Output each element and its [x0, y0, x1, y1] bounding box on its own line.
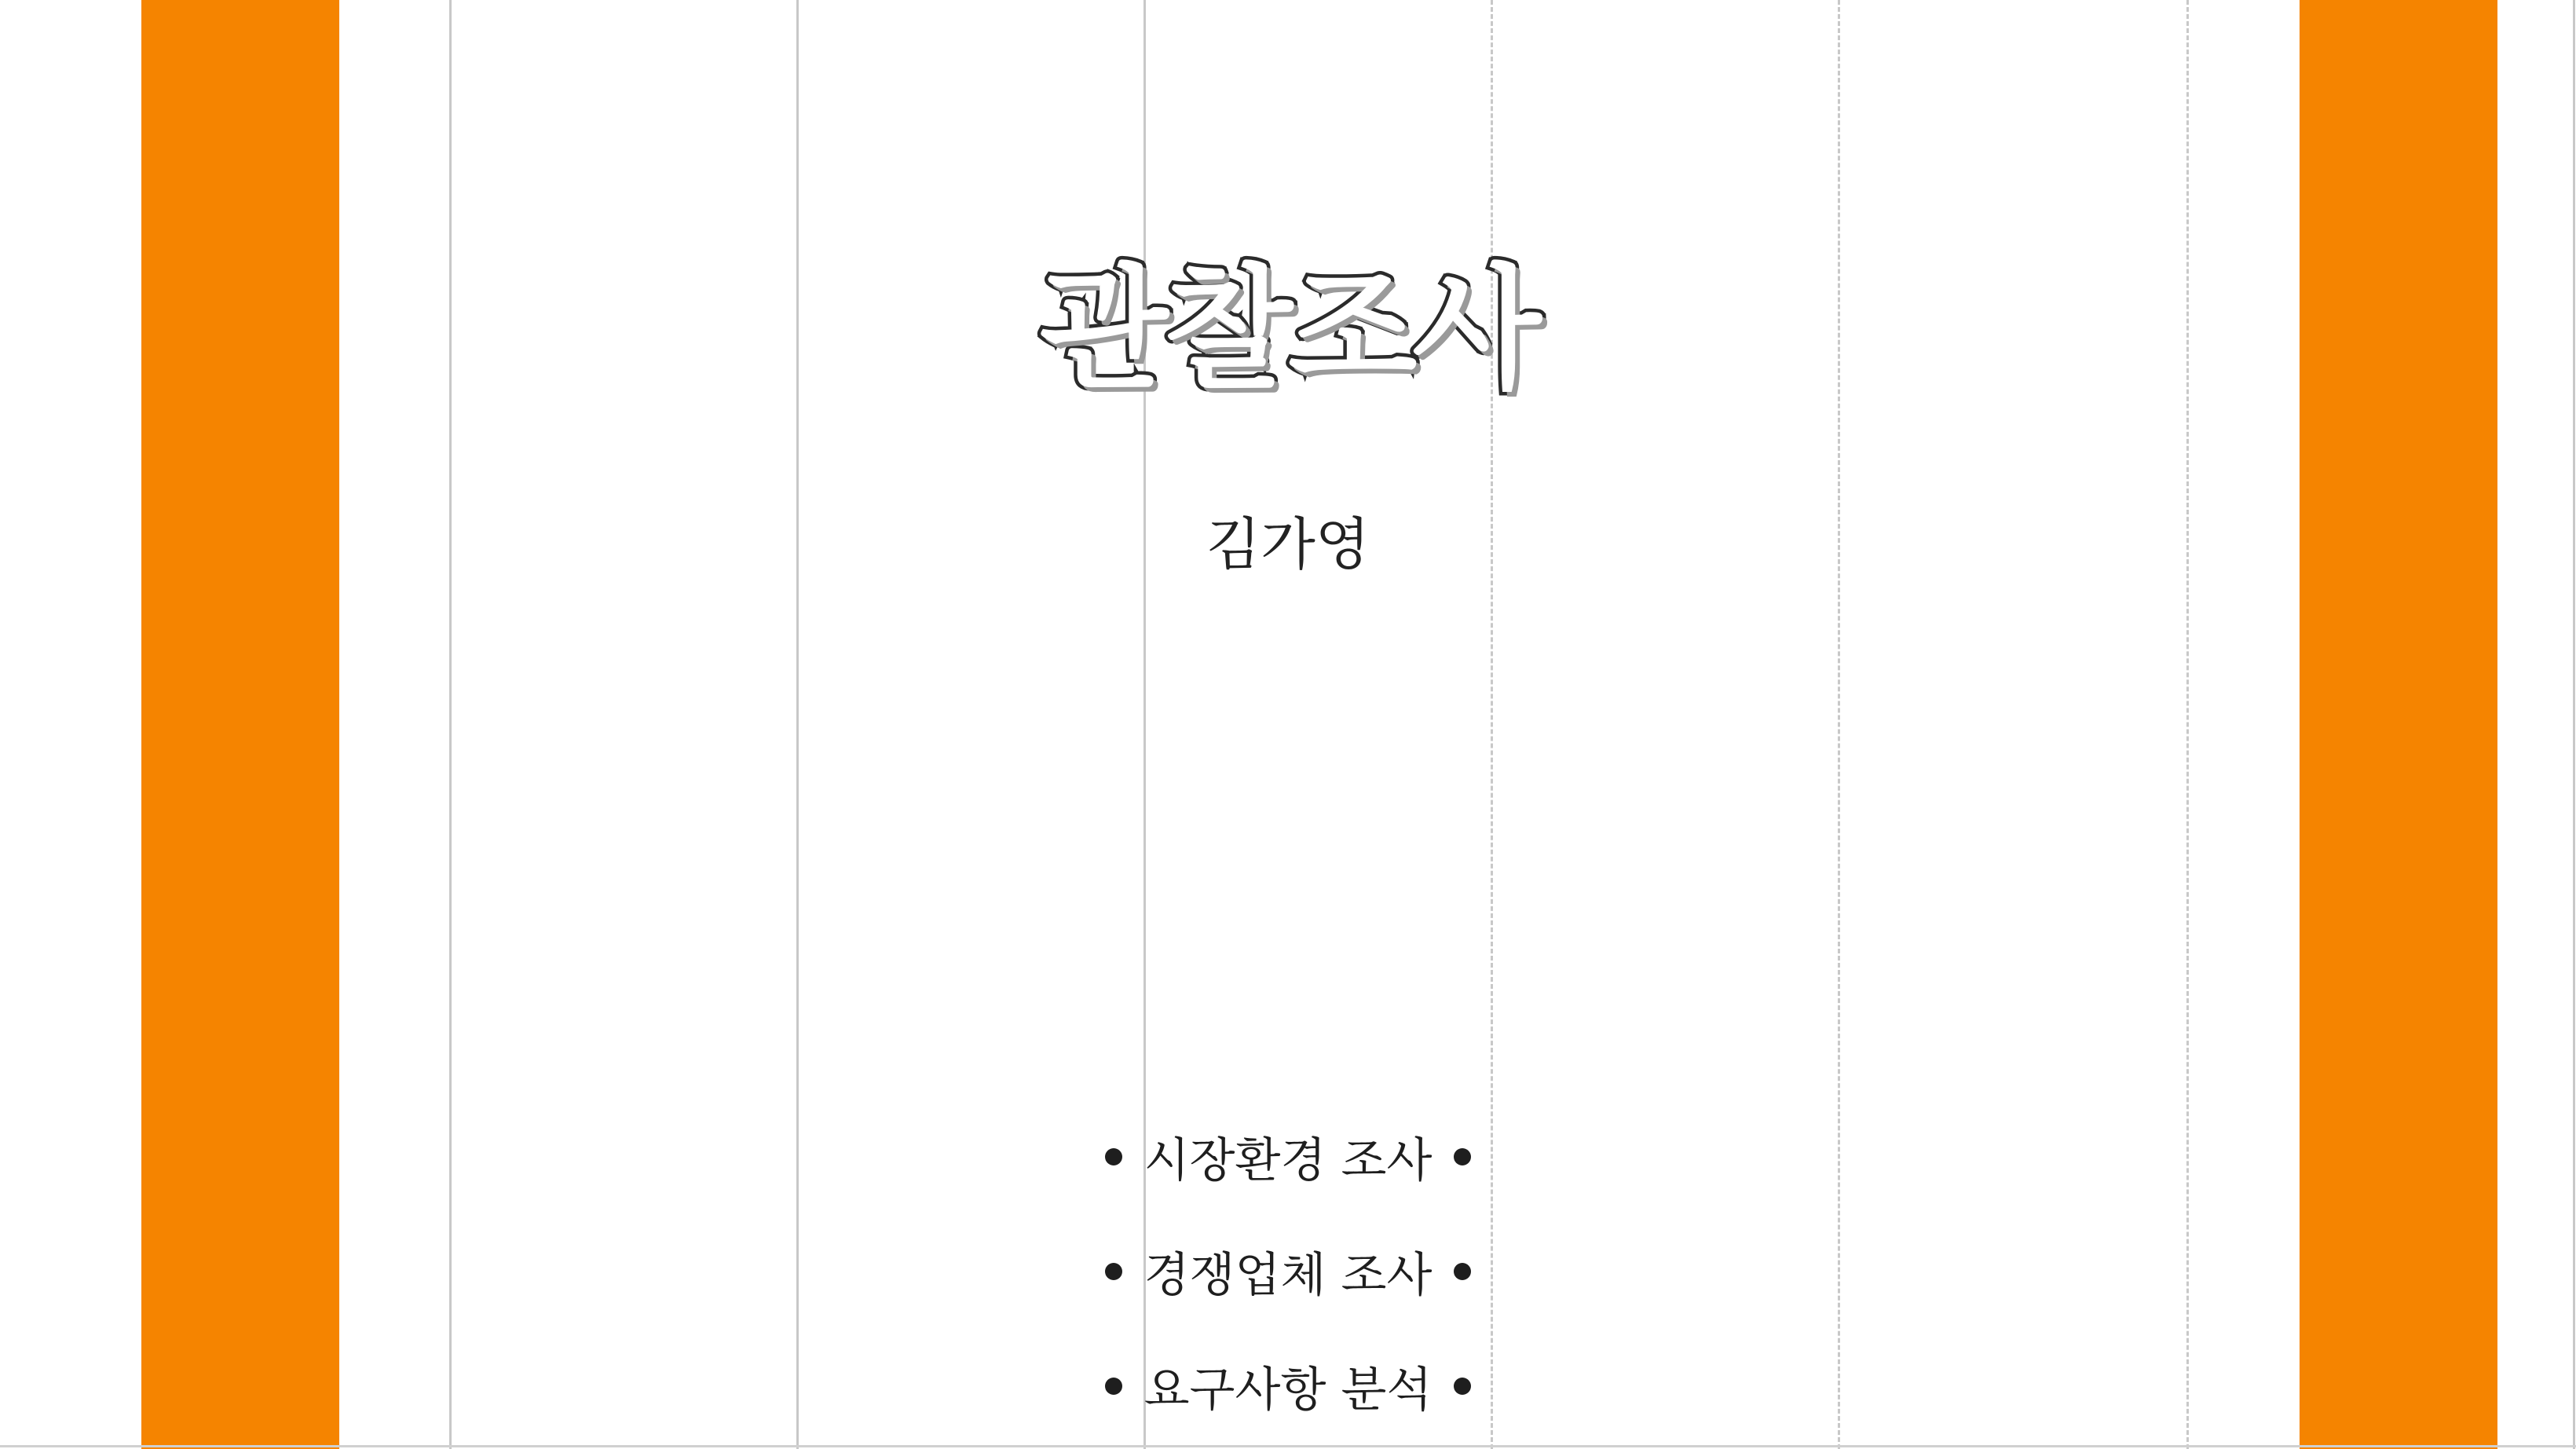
- list-item-label: 시장환경 조사: [1143, 1133, 1433, 1188]
- slide-author: 김가영: [1206, 511, 1370, 577]
- list-item: [0, 1100, 2576, 1214]
- list-item: [0, 1214, 2576, 1329]
- slide-title: 관찰조사: [1039, 252, 1537, 408]
- slide-bottom-edge: [0, 1445, 2576, 1447]
- bullet-dot-icon: [1454, 1148, 1471, 1165]
- bullet-dot-icon: [1105, 1263, 1122, 1280]
- bullet-dot-icon: [1105, 1148, 1122, 1165]
- topic-list: [0, 1100, 2576, 1444]
- bullet-dot-icon: [1454, 1263, 1471, 1280]
- list-item: [0, 1329, 2576, 1444]
- list-item-label: 요구사항 분석: [1143, 1363, 1433, 1418]
- bullet-dot-icon: [1105, 1378, 1122, 1395]
- list-item-label: 경쟁업체 조사: [1143, 1248, 1433, 1303]
- bullet-dot-icon: [1454, 1378, 1471, 1395]
